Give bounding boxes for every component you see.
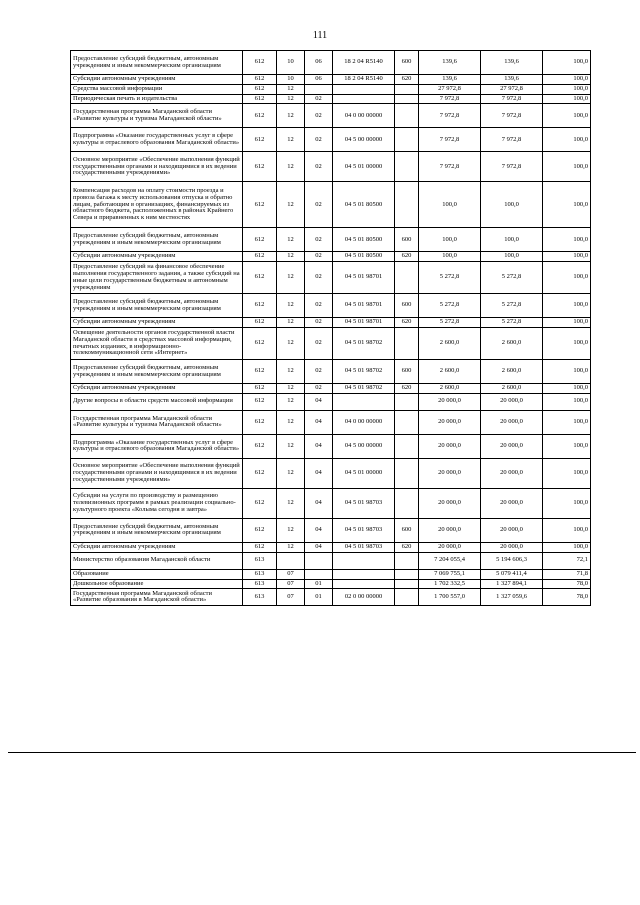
cell-percent: 78,0 (543, 589, 591, 606)
cell-percent: 100,0 (543, 182, 591, 228)
cell-vr: 600 (395, 228, 419, 252)
cell-fact: 1 327 894,1 (481, 579, 543, 589)
cell-ved: 613 (243, 552, 277, 569)
cell-rz: 12 (277, 262, 305, 294)
cell-vr: 620 (395, 252, 419, 262)
cell-fact: 20 000,0 (481, 410, 543, 434)
cell-csr: 04 5 01 98703 (333, 542, 395, 552)
cell-ved: 612 (243, 152, 277, 182)
cell-fact: 20 000,0 (481, 393, 543, 410)
cell-vr: 620 (395, 318, 419, 328)
cell-vr (395, 152, 419, 182)
cell-pr: 02 (305, 104, 333, 128)
cell-name: Средства массовой информации (71, 84, 243, 94)
cell-rz: 07 (277, 579, 305, 589)
cell-pr: 01 (305, 579, 333, 589)
cell-ved: 612 (243, 228, 277, 252)
table-row (71, 488, 591, 518)
cell-fact: 7 972,8 (481, 104, 543, 128)
cell-csr: 04 5 01 80500 (333, 252, 395, 262)
cell-rz: 12 (277, 434, 305, 458)
cell-plan: 139,6 (419, 51, 481, 75)
cell-rz: 12 (277, 518, 305, 542)
cell-csr: 04 5 01 98702 (333, 328, 395, 360)
cell-percent: 100,0 (543, 458, 591, 488)
cell-plan: 27 972,8 (419, 84, 481, 94)
cell-ved: 613 (243, 569, 277, 579)
cell-csr: 02 0 00 00000 (333, 589, 395, 606)
cell-plan: 100,0 (419, 182, 481, 228)
cell-name: Государственная программа Магаданской области «Развитие культуры и туризма Магаданской области» (71, 410, 243, 434)
cell-rz: 12 (277, 152, 305, 182)
cell-vr: 620 (395, 75, 419, 85)
cell-plan: 7 972,8 (419, 104, 481, 128)
table-row (71, 569, 591, 579)
cell-plan: 139,6 (419, 75, 481, 85)
cell-vr (395, 410, 419, 434)
cell-ved: 612 (243, 262, 277, 294)
table-row (71, 393, 591, 410)
cell-csr (333, 579, 395, 589)
cell-percent: 100,0 (543, 384, 591, 394)
cell-plan: 20 000,0 (419, 542, 481, 552)
cell-percent: 100,0 (543, 252, 591, 262)
table-row (71, 552, 591, 569)
cell-fact: 139,6 (481, 51, 543, 75)
cell-ved: 612 (243, 384, 277, 394)
cell-vr: 620 (395, 384, 419, 394)
cell-ved: 612 (243, 294, 277, 318)
cell-fact: 2 600,0 (481, 360, 543, 384)
cell-ved: 612 (243, 318, 277, 328)
cell-plan: 5 272,8 (419, 318, 481, 328)
cell-fact: 5 272,8 (481, 262, 543, 294)
cell-vr (395, 488, 419, 518)
cell-percent: 71,8 (543, 569, 591, 579)
cell-plan: 7 972,8 (419, 94, 481, 104)
cell-plan: 5 272,8 (419, 294, 481, 318)
table-row (71, 579, 591, 589)
table-row (71, 542, 591, 552)
table-row (71, 384, 591, 394)
cell-percent: 100,0 (543, 84, 591, 94)
cell-vr: 600 (395, 518, 419, 542)
cell-name: Предоставление субсидий на финансовое обеспечение выполнения государственного задания, а также субсидий на иные цели государственным бюджетным и автономным учреждениям (71, 262, 243, 294)
cell-name: Субсидии на услуги по производству и размещению телевизионных программ в рамках реализации социально-культурного проекта «Колыма сегодня и завтра» (71, 488, 243, 518)
cell-ved: 612 (243, 128, 277, 152)
cell-name: Министерство образования Магаданской области (71, 552, 243, 569)
cell-percent: 100,0 (543, 75, 591, 85)
cell-name: Предоставление субсидий бюджетным, автономным учреждениям и иным некоммерческим организациям (71, 228, 243, 252)
cell-pr: 06 (305, 51, 333, 75)
cell-rz: 12 (277, 328, 305, 360)
cell-percent: 100,0 (543, 152, 591, 182)
cell-csr: 04 5 01 98701 (333, 262, 395, 294)
cell-csr: 04 5 01 00000 (333, 458, 395, 488)
cell-ved: 612 (243, 360, 277, 384)
table-row (71, 75, 591, 85)
cell-pr: 02 (305, 228, 333, 252)
cell-name: Основное мероприятие «Обеспечение выполнения функций государственными органами и находящимися в их ведении государственными учреждениями» (71, 152, 243, 182)
cell-fact: 100,0 (481, 228, 543, 252)
cell-vr (395, 458, 419, 488)
cell-pr (305, 84, 333, 94)
cell-fact: 5 272,8 (481, 294, 543, 318)
table-row (71, 458, 591, 488)
cell-pr: 02 (305, 182, 333, 228)
cell-pr: 02 (305, 94, 333, 104)
cell-percent: 100,0 (543, 294, 591, 318)
cell-percent: 100,0 (543, 542, 591, 552)
cell-percent: 72,1 (543, 552, 591, 569)
cell-plan: 7 069 755,1 (419, 569, 481, 579)
cell-rz: 12 (277, 488, 305, 518)
cell-ved: 612 (243, 104, 277, 128)
cell-rz: 12 (277, 228, 305, 252)
cell-fact: 27 972,8 (481, 84, 543, 94)
cell-rz: 12 (277, 84, 305, 94)
cell-percent: 100,0 (543, 94, 591, 104)
cell-percent: 78,0 (543, 579, 591, 589)
cell-plan: 2 600,0 (419, 328, 481, 360)
cell-plan: 5 272,8 (419, 262, 481, 294)
cell-ved: 612 (243, 328, 277, 360)
cell-ved: 612 (243, 410, 277, 434)
cell-name: Дошкольное образование (71, 579, 243, 589)
cell-percent: 100,0 (543, 128, 591, 152)
cell-ved: 613 (243, 589, 277, 606)
cell-fact: 5 079 411,4 (481, 569, 543, 579)
cell-vr (395, 579, 419, 589)
cell-fact: 20 000,0 (481, 542, 543, 552)
cell-pr: 02 (305, 384, 333, 394)
cell-vr: 600 (395, 294, 419, 318)
cell-ved: 612 (243, 182, 277, 228)
cell-fact: 20 000,0 (481, 518, 543, 542)
cell-vr (395, 262, 419, 294)
cell-plan: 20 000,0 (419, 434, 481, 458)
cell-fact: 7 972,8 (481, 152, 543, 182)
cell-fact: 100,0 (481, 252, 543, 262)
cell-csr (333, 552, 395, 569)
cell-ved: 612 (243, 75, 277, 85)
cell-vr (395, 84, 419, 94)
cell-ved: 613 (243, 579, 277, 589)
cell-pr: 06 (305, 75, 333, 85)
cell-rz: 07 (277, 569, 305, 579)
cell-percent: 100,0 (543, 518, 591, 542)
cell-plan: 1 702 332,5 (419, 579, 481, 589)
cell-ved: 612 (243, 94, 277, 104)
cell-ved: 612 (243, 84, 277, 94)
table-row (71, 51, 591, 75)
cell-pr: 04 (305, 488, 333, 518)
cell-pr (305, 569, 333, 579)
table-row (71, 328, 591, 360)
cell-csr: 04 5 01 98702 (333, 384, 395, 394)
cell-fact: 2 600,0 (481, 328, 543, 360)
cell-percent: 100,0 (543, 393, 591, 410)
cell-pr: 04 (305, 434, 333, 458)
cell-name: Государственная программа Магаданской области «Развитие образования в Магаданской области» (71, 589, 243, 606)
cell-name: Подпрограмма «Оказание государственных услуг в сфере культуры и отраслевого образования Магаданской области» (71, 128, 243, 152)
cell-pr: 02 (305, 128, 333, 152)
cell-rz: 10 (277, 75, 305, 85)
cell-csr: 18 2 04 R5140 (333, 75, 395, 85)
cell-percent: 100,0 (543, 318, 591, 328)
cell-rz: 12 (277, 410, 305, 434)
cell-plan: 2 600,0 (419, 360, 481, 384)
cell-csr: 04 0 00 00000 (333, 104, 395, 128)
cell-vr (395, 589, 419, 606)
budget-table (70, 50, 591, 606)
cell-ved: 612 (243, 488, 277, 518)
cell-ved: 612 (243, 518, 277, 542)
cell-pr: 04 (305, 393, 333, 410)
cell-fact: 100,0 (481, 182, 543, 228)
cell-csr: 04 5 01 98701 (333, 294, 395, 318)
cell-csr: 04 5 01 98703 (333, 488, 395, 518)
cell-percent: 100,0 (543, 434, 591, 458)
cell-fact: 2 600,0 (481, 384, 543, 394)
cell-fact: 7 972,8 (481, 94, 543, 104)
cell-pr: 04 (305, 518, 333, 542)
cell-rz: 12 (277, 104, 305, 128)
cell-ved: 612 (243, 434, 277, 458)
cell-vr (395, 104, 419, 128)
cell-ved: 612 (243, 252, 277, 262)
cell-percent: 100,0 (543, 228, 591, 252)
cell-name: Подпрограмма «Оказание государственных услуг в сфере культуры и отраслевого образования Магаданской области» (71, 434, 243, 458)
cell-name: Предоставление субсидий бюджетным, автономным учреждениям и иным некоммерческим организациям (71, 360, 243, 384)
cell-rz: 12 (277, 542, 305, 552)
cell-vr: 600 (395, 360, 419, 384)
table-row (71, 518, 591, 542)
table-row (71, 128, 591, 152)
cell-rz: 12 (277, 94, 305, 104)
cell-name: Предоставление субсидий бюджетным, автономным учреждениям и иным некоммерческим организациям (71, 294, 243, 318)
cell-vr (395, 128, 419, 152)
cell-rz: 12 (277, 294, 305, 318)
page-number: 111 (312, 30, 328, 41)
cell-plan: 20 000,0 (419, 393, 481, 410)
cell-pr: 02 (305, 328, 333, 360)
cell-name: Предоставление субсидий бюджетным, автономным учреждениям и иным некоммерческим организациям (71, 51, 243, 75)
cell-name: Государственная программа Магаданской области «Развитие культуры и туризма Магаданской области» (71, 104, 243, 128)
cell-ved: 612 (243, 458, 277, 488)
cell-percent: 100,0 (543, 328, 591, 360)
table-row (71, 589, 591, 606)
cell-ved: 612 (243, 542, 277, 552)
cell-percent: 100,0 (543, 360, 591, 384)
cell-plan: 100,0 (419, 252, 481, 262)
cell-csr: 04 5 01 80500 (333, 228, 395, 252)
cell-vr (395, 182, 419, 228)
cell-csr: 04 5 00 00000 (333, 128, 395, 152)
cell-pr: 02 (305, 262, 333, 294)
table-row (71, 410, 591, 434)
cell-rz: 12 (277, 318, 305, 328)
cell-csr: 18 2 04 R5140 (333, 51, 395, 75)
cell-plan: 20 000,0 (419, 518, 481, 542)
cell-percent: 100,0 (543, 262, 591, 294)
table-row (71, 360, 591, 384)
cell-csr (333, 94, 395, 104)
table-row (71, 104, 591, 128)
cell-rz: 12 (277, 458, 305, 488)
table-row (71, 152, 591, 182)
cell-pr: 04 (305, 542, 333, 552)
cell-fact: 20 000,0 (481, 458, 543, 488)
cell-pr (305, 552, 333, 569)
cell-pr: 02 (305, 360, 333, 384)
cell-fact: 20 000,0 (481, 434, 543, 458)
cell-name: Предоставление субсидий бюджетным, автономным учреждениям и иным некоммерческим организациям (71, 518, 243, 542)
cell-csr: 04 5 00 00000 (333, 434, 395, 458)
cell-vr (395, 434, 419, 458)
cell-plan: 7 972,8 (419, 128, 481, 152)
table-body (71, 51, 591, 606)
table-row (71, 318, 591, 328)
cell-pr: 01 (305, 589, 333, 606)
cell-vr (395, 569, 419, 579)
cell-name: Периодическая печать и издательства (71, 94, 243, 104)
cell-plan: 1 700 557,0 (419, 589, 481, 606)
cell-vr: 600 (395, 51, 419, 75)
cell-pr: 04 (305, 458, 333, 488)
cell-name: Другие вопросы в области средств массовой информации (71, 393, 243, 410)
table-row (71, 262, 591, 294)
cell-pr: 04 (305, 410, 333, 434)
cell-fact: 5 272,8 (481, 318, 543, 328)
cell-ved: 612 (243, 393, 277, 410)
cell-vr (395, 552, 419, 569)
cell-rz: 12 (277, 393, 305, 410)
cell-name: Субсидии автономным учреждениям (71, 75, 243, 85)
cell-pr: 02 (305, 318, 333, 328)
cell-rz: 12 (277, 360, 305, 384)
cell-csr: 04 5 01 98703 (333, 518, 395, 542)
cell-rz: 07 (277, 589, 305, 606)
cell-name: Компенсация расходов на оплату стоимости проезда и провоза багажа к месту использования отпуска и обратно лицам, работающим в организациях, финансируемых из областного бюджета, расположенных в районах Крайнего Севера и приравненных к ним местностях (71, 182, 243, 228)
cell-plan: 20 000,0 (419, 458, 481, 488)
cell-csr (333, 569, 395, 579)
cell-vr: 620 (395, 542, 419, 552)
cell-pr: 02 (305, 294, 333, 318)
cell-pr: 02 (305, 152, 333, 182)
cell-name: Освещение деятельности органов государственной власти Магаданской области в средствах массовой информации, печатных изданиях, в информационно-телекоммуникационной сети «Интернет» (71, 328, 243, 360)
table-row (71, 182, 591, 228)
table-row (71, 434, 591, 458)
cell-fact: 7 972,8 (481, 128, 543, 152)
cell-plan: 2 600,0 (419, 384, 481, 394)
cell-csr (333, 393, 395, 410)
cell-rz (277, 552, 305, 569)
table-row (71, 294, 591, 318)
cell-plan: 7 204 055,4 (419, 552, 481, 569)
cell-csr: 04 5 01 98702 (333, 360, 395, 384)
cell-name: Субсидии автономным учреждениям (71, 252, 243, 262)
cell-name: Субсидии автономным учреждениям (71, 318, 243, 328)
cell-rz: 12 (277, 128, 305, 152)
cell-vr (395, 328, 419, 360)
cell-rz: 12 (277, 384, 305, 394)
cell-percent: 100,0 (543, 51, 591, 75)
cell-name: Субсидии автономным учреждениям (71, 384, 243, 394)
cell-vr (395, 393, 419, 410)
cell-csr: 04 5 01 80500 (333, 182, 395, 228)
cell-rz: 12 (277, 252, 305, 262)
cell-fact: 139,6 (481, 75, 543, 85)
table-row (71, 252, 591, 262)
cell-pr: 02 (305, 252, 333, 262)
cell-name: Образование (71, 569, 243, 579)
cell-rz: 12 (277, 182, 305, 228)
cell-rz: 10 (277, 51, 305, 75)
cell-csr: 04 0 00 00000 (333, 410, 395, 434)
cell-fact: 1 327 059,6 (481, 589, 543, 606)
table-row (71, 228, 591, 252)
cell-plan: 100,0 (419, 228, 481, 252)
cell-percent: 100,0 (543, 104, 591, 128)
cell-csr: 04 5 01 98701 (333, 318, 395, 328)
cell-percent: 100,0 (543, 488, 591, 518)
cell-fact: 5 194 606,3 (481, 552, 543, 569)
table-row (71, 94, 591, 104)
cell-vr (395, 94, 419, 104)
cell-percent: 100,0 (543, 410, 591, 434)
cell-plan: 20 000,0 (419, 488, 481, 518)
cell-ved: 612 (243, 51, 277, 75)
bottom-divider (8, 752, 636, 753)
table-row (71, 84, 591, 94)
cell-plan: 20 000,0 (419, 410, 481, 434)
cell-csr (333, 84, 395, 94)
cell-name: Основное мероприятие «Обеспечение выполнения функций государственными органами и находящимися в их ведении государственными учреждениями» (71, 458, 243, 488)
cell-name: Субсидии автономным учреждениям (71, 542, 243, 552)
cell-plan: 7 972,8 (419, 152, 481, 182)
cell-fact: 20 000,0 (481, 488, 543, 518)
cell-csr: 04 5 01 00000 (333, 152, 395, 182)
